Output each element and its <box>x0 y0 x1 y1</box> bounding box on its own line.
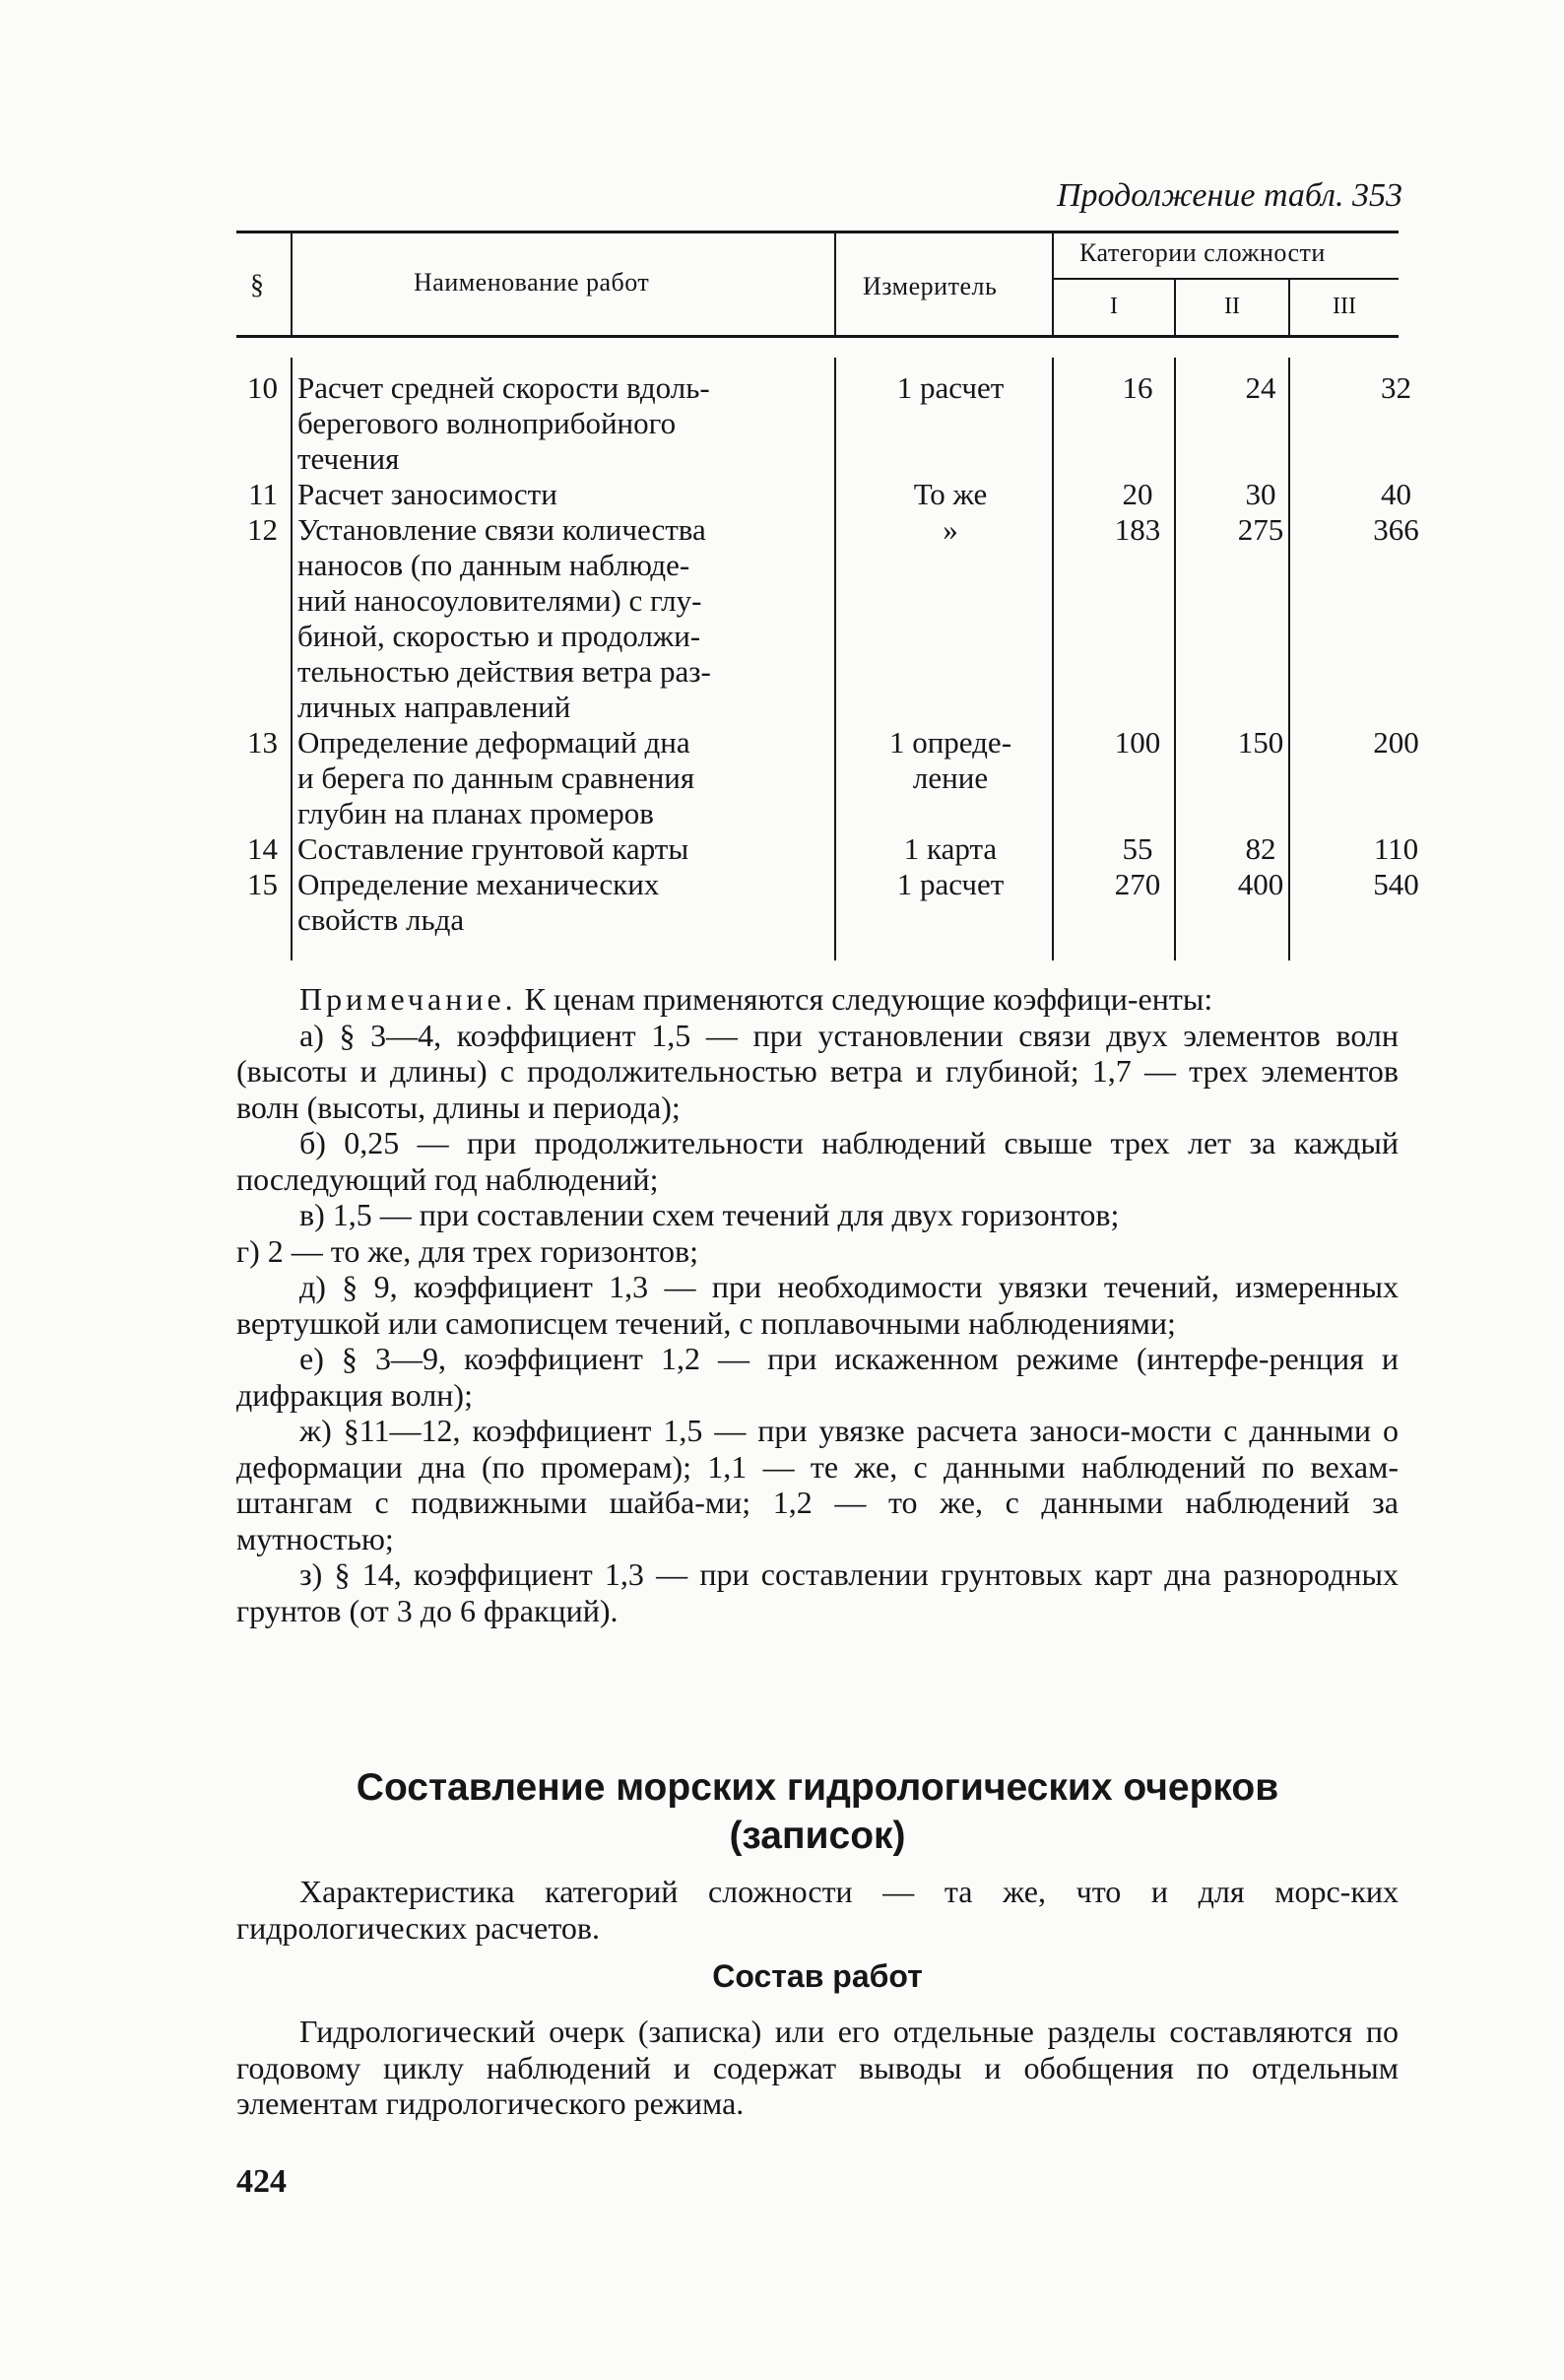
row-measure <box>832 725 1069 796</box>
section-subheading: Состав работ <box>712 1958 923 1994</box>
note-item-v: в) 1,5 — при составлении схем течений для двух горизонтов; <box>299 1197 1120 1232</box>
row-name-line: Определение деформаций дна <box>297 725 690 760</box>
row-number: 12 <box>247 512 278 547</box>
col-header-categories: Категории сложности <box>1079 238 1326 267</box>
note-item-b: б) 0,25 — при продолжительности наблюдений свыше трех лет за каждый последующий год наблюдений; <box>236 1125 1399 1197</box>
note-label: Примечание. <box>299 981 517 1017</box>
col-header-cat-3: III <box>1333 294 1356 319</box>
row-measure-line: » <box>943 512 958 547</box>
note-intro-text: К ценам применяются следующие коэффици-енты: <box>524 981 1213 1017</box>
row-value-cat-3: 366 <box>1373 512 1419 547</box>
row-number: 10 <box>247 370 278 405</box>
row-value-cat-1: 270 <box>1114 867 1161 901</box>
row-name-line: глубин на планах промеров <box>297 796 654 830</box>
note-item-d: д) § 9, коэффициент 1,3 — при необходимости увязки течений, измеренных вертушкой или самописцем течений, с поплавочными наблюдениями; <box>236 1269 1399 1341</box>
row-value-cat-1: 16 <box>1122 370 1153 405</box>
col-header-name: Наименование работ <box>414 268 650 297</box>
row-name-line: ний наносоуловителями) с глу- <box>297 583 702 618</box>
row-name <box>297 725 817 831</box>
row-name-line: биной, скоростью и продолжи- <box>297 619 701 653</box>
row-value-cat-3: 110 <box>1373 831 1419 866</box>
table-header-rule <box>236 335 1399 338</box>
row-value-cat-2: 275 <box>1237 512 1284 547</box>
note-item-zh: ж) §11—12, коэффициент 1,5 — при увязке расчета заноси-мости с данными о деформации дна (по промерам); 1,1 — те же, с данными наблюдений по вехам-штангам с подвижными шайба-ми; 1,2 — то же, с данными наблюдений за мутностью; <box>236 1413 1399 1556</box>
row-name-line: тельностью действия ветра раз- <box>297 654 711 689</box>
row-name <box>297 370 817 477</box>
table-top-rule <box>236 231 1399 233</box>
section-title-line: (записок) <box>729 1815 906 1857</box>
row-name-line: Расчет средней скорости вдоль- <box>297 370 710 405</box>
note-item-g: г) 2 — то же, для трех горизонтов; <box>236 1232 698 1269</box>
col-header-measure: Измеритель <box>863 272 998 300</box>
row-value-cat-3: 200 <box>1373 725 1419 760</box>
section-title <box>236 1763 1399 1860</box>
row-measure <box>832 370 1069 406</box>
row-measure-line: То же <box>913 477 988 511</box>
row-value-cat-3: 32 <box>1381 370 1411 405</box>
row-name-line: и берега по данным сравнения <box>297 760 695 795</box>
row-name-line: наносов (по данным наблюде- <box>297 548 690 582</box>
row-value-cat-1: 20 <box>1122 477 1153 511</box>
row-value-cat-1: 100 <box>1114 725 1161 760</box>
row-value-cat-3: 40 <box>1381 477 1411 511</box>
row-name <box>297 477 817 512</box>
row-number: 14 <box>247 831 278 866</box>
note-item-z: з) § 14, коэффициент 1,3 — при составлении грунтовых карт дна разнородных грунтов (от 3 до 6 фракций). <box>236 1556 1399 1628</box>
section-title-line: Составление морских гидрологических очерков <box>356 1766 1279 1809</box>
row-measure-line: 1 карта <box>903 831 998 866</box>
row-value-cat-3: 540 <box>1373 867 1419 901</box>
section-intro: Характеристика категорий сложности — та же, что и для морс-ких гидрологических расчетов. <box>236 1874 1399 1946</box>
row-name-line: личных направлений <box>297 690 571 724</box>
section-body: Гидрологический очерк (записка) или его отдельные разделы составляются по годовому циклу наблюдений и содержат выводы и обобщения по отдельным элементам гидрологического режима. <box>236 2014 1399 2121</box>
row-measure-line: 1 опреде- <box>888 725 1012 760</box>
row-value-cat-2: 30 <box>1245 477 1276 511</box>
row-name <box>297 867 817 938</box>
row-measure <box>832 831 1069 867</box>
row-measure <box>832 512 1069 548</box>
page-number: 424 <box>236 2163 287 2200</box>
row-name-line: течения <box>297 441 400 476</box>
row-measure-line: 1 расчет <box>896 867 1005 901</box>
row-name-line: Расчет заносимости <box>297 477 557 511</box>
header-sep-3 <box>1052 232 1054 337</box>
row-name-line: Определение механических <box>297 867 660 901</box>
row-name <box>297 831 817 867</box>
row-name <box>297 512 817 725</box>
row-name-line: берегового волноприбойного <box>297 406 677 440</box>
row-number: 15 <box>247 867 278 901</box>
works-table <box>236 225 1419 973</box>
row-measure-line: ление <box>912 760 989 795</box>
row-value-cat-2: 400 <box>1237 867 1284 901</box>
row-measure-line: 1 расчет <box>896 370 1005 405</box>
table-continuation-caption: Продолжение табл. 353 <box>1056 177 1402 214</box>
row-value-cat-1: 55 <box>1122 831 1153 866</box>
header-sep-2 <box>834 232 836 337</box>
table-note <box>236 981 1399 1628</box>
row-value-cat-2: 24 <box>1245 370 1276 405</box>
col-header-section: § <box>250 270 265 300</box>
row-number: 11 <box>248 477 278 511</box>
row-measure <box>832 867 1069 902</box>
body-sep-1 <box>291 358 293 960</box>
row-name-line: Установление связи количества <box>297 512 706 547</box>
col-header-cat-1: I <box>1110 294 1118 319</box>
row-value-cat-1: 183 <box>1114 512 1161 547</box>
note-item-e: е) § 3—9, коэффициент 1,2 — при искаженном режиме (интерфе-ренция и дифракция волн); <box>236 1341 1399 1413</box>
note-intro <box>236 981 1399 1018</box>
row-name-line: Составление грунтовой карты <box>297 831 689 866</box>
row-number: 13 <box>247 725 278 760</box>
row-value-cat-2: 150 <box>1237 725 1284 760</box>
row-value-cat-2: 82 <box>1245 831 1276 866</box>
categories-rule <box>1052 278 1399 280</box>
row-measure <box>832 477 1069 512</box>
col-header-cat-2: II <box>1224 294 1240 319</box>
note-item-a: а) § 3—4, коэффициент 1,5 — при установлении связи двух элементов волн (высоты и длины) с продолжительностью ветра и глубиной; 1,7 — трех элементов волн (высоты, длины и периода); <box>236 1017 1399 1125</box>
header-sep-1 <box>291 232 293 337</box>
row-name-line: свойств льда <box>297 902 465 937</box>
